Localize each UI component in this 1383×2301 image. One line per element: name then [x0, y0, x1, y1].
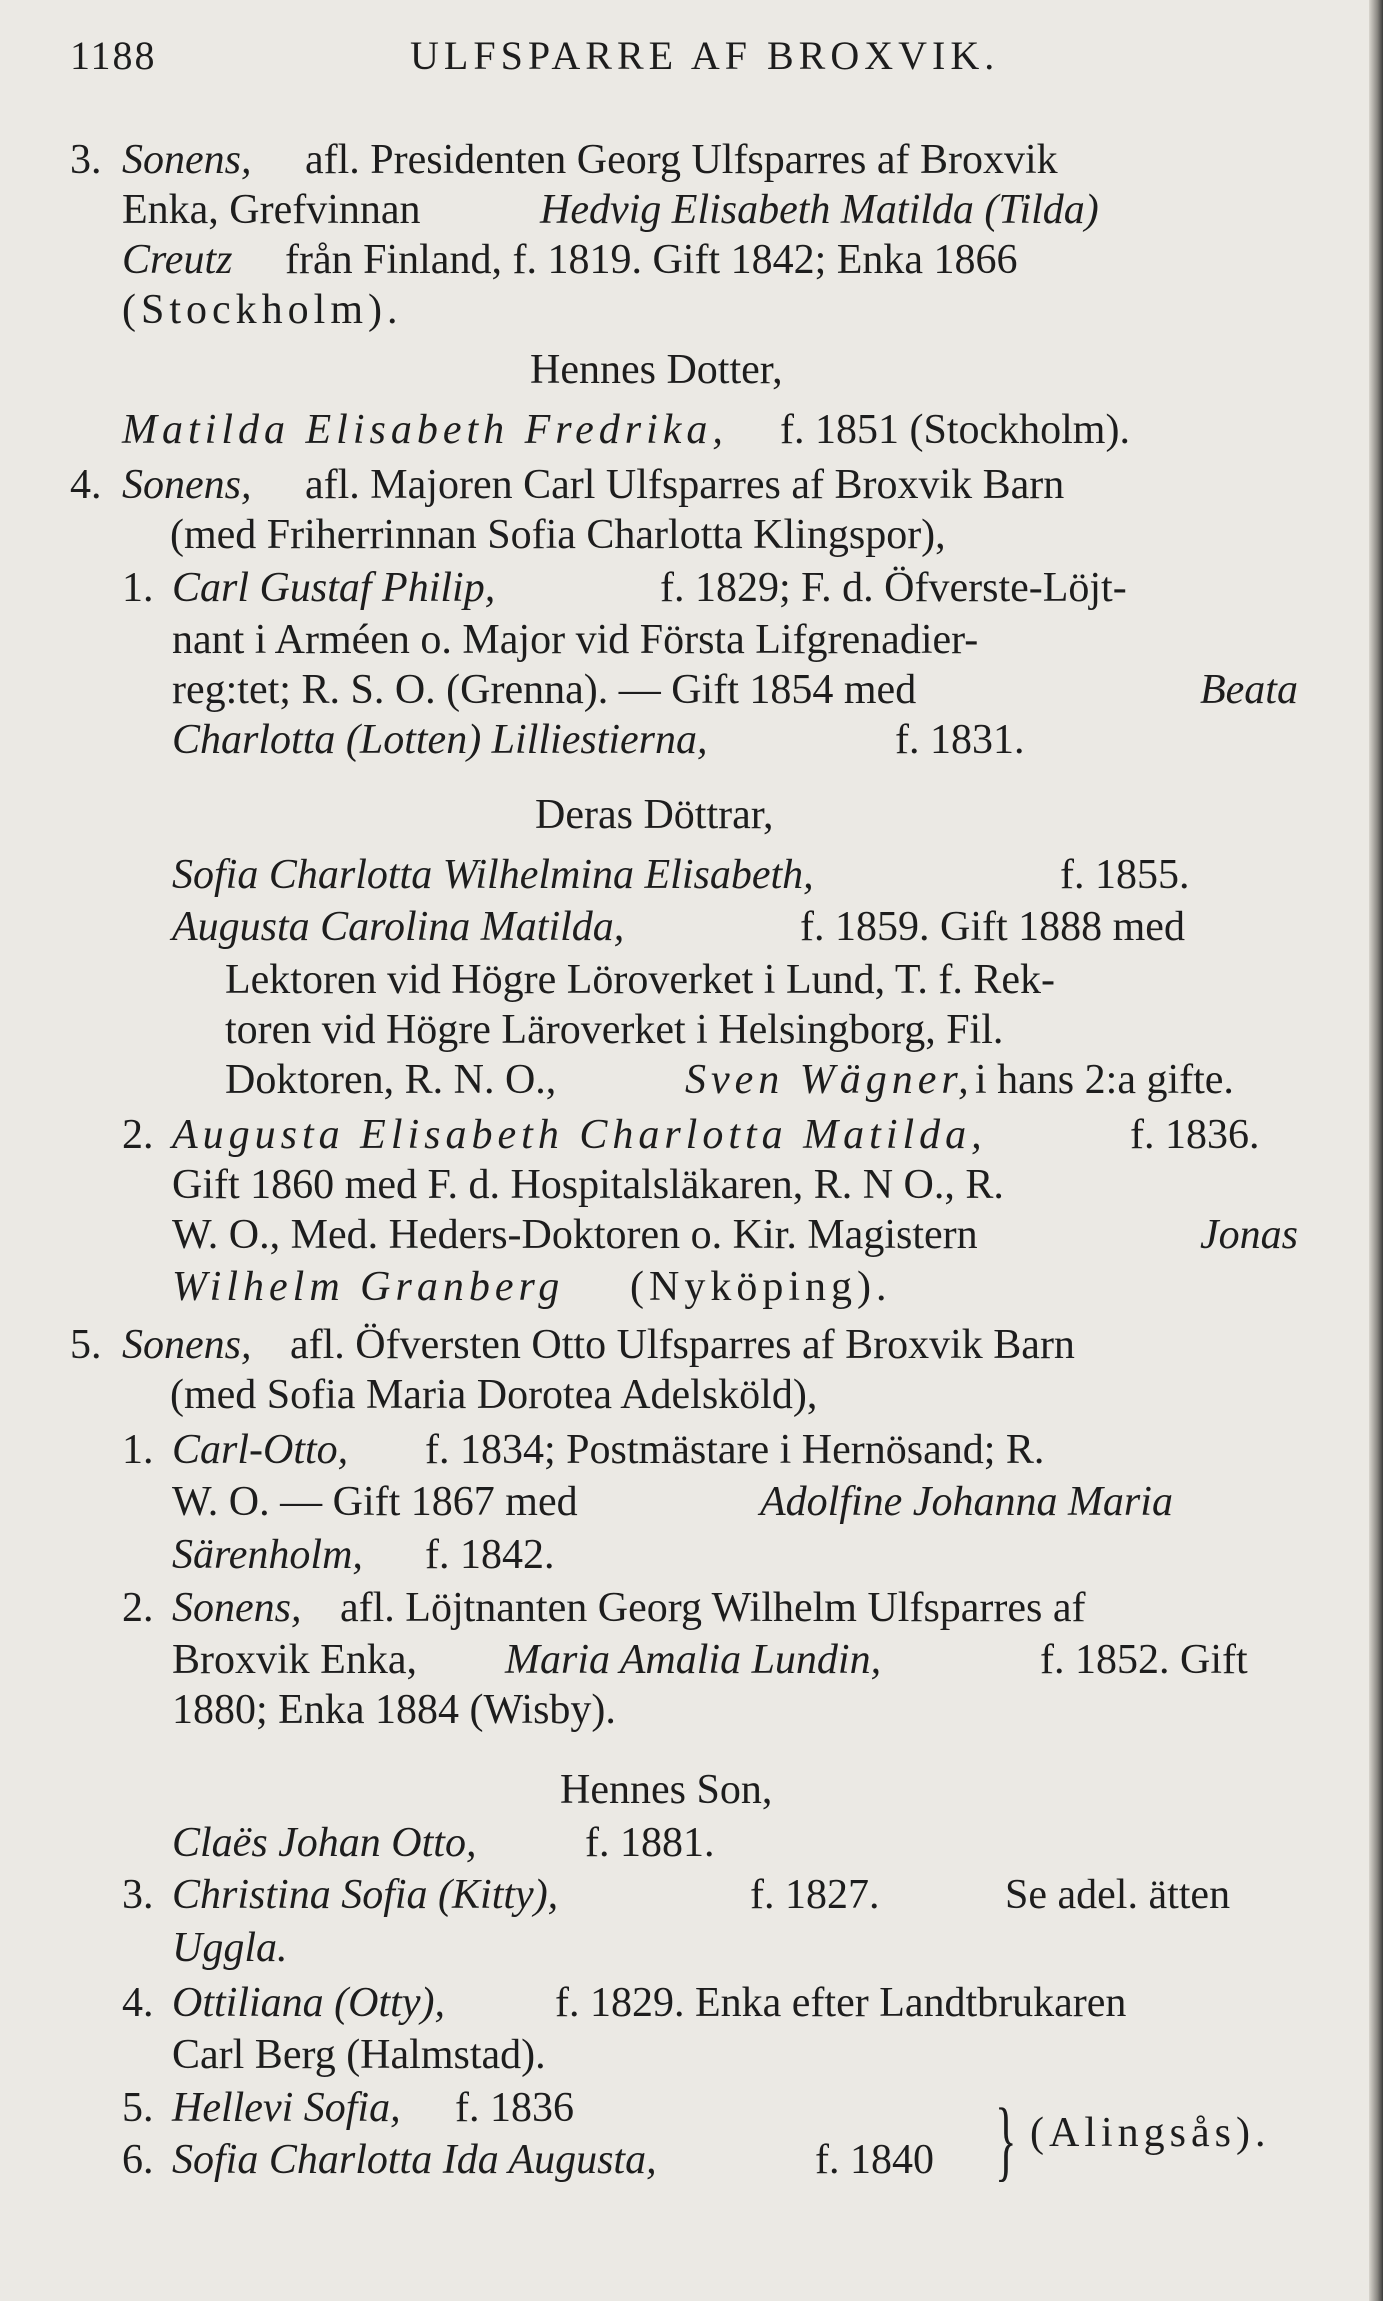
text-line: Deras Döttrar, [535, 792, 774, 838]
text-line: Wilhelm Granberg (Nyköping). [172, 1264, 892, 1310]
text-line: 2. Augusta Elisabeth Charlotta Matilda, f. 1836. [122, 1112, 1260, 1158]
text-line: Enka, Grefvinnan Hedvig Elisabeth Matilda (Tilda) [122, 187, 1099, 233]
text-line: Lektoren vid Högre Löroverket i Lund, T. f. Rek- [225, 957, 1056, 1003]
text-line: 6. Sofia Charlotta Ida Augusta, f. 1840 [122, 2137, 934, 2183]
text-line: 4. Ottiliana (Otty), f. 1829. Enka efter Landtbrukaren [122, 1980, 1127, 2026]
text-line: Claës Johan Otto, f. 1881. [172, 1820, 715, 1866]
text-line: Carl Berg (Halmstad). [172, 2032, 546, 2078]
text-line: Hennes Son, [560, 1767, 773, 1813]
text-line: W. O., Med. Heders-Doktoren o. Kir. Magistern Jonas [172, 1212, 1298, 1258]
page-number: 1188 [70, 33, 157, 78]
text-line: 5. Sonens, afl. Öfversten Otto Ulfsparres af Broxvik Barn [70, 1322, 1075, 1368]
text-line: (med Friherrinnan Sofia Charlotta Klingspor), [170, 512, 946, 558]
text-line: Doktoren, R. N. O., Sven Wägner, i hans 2:a gifte. [225, 1057, 1234, 1103]
text-line: 1. Carl Gustaf Philip, f. 1829; F. d. Öfverste-Löjt- [122, 565, 1127, 611]
text-line: 3. Sonens, afl. Presidenten Georg Ulfsparres af Broxvik [70, 137, 1058, 183]
text-line: Hennes Dotter, [530, 347, 783, 393]
text-line: W. O. — Gift 1867 med Adolfine Johanna Maria [172, 1479, 1173, 1525]
text-line: Uggla. [172, 1925, 288, 1971]
text-line: 5. Hellevi Sofia, f. 1836 [122, 2085, 574, 2131]
brace-symbol: } [995, 2091, 1017, 2190]
text-line: 4. Sonens, afl. Majoren Carl Ulfsparres af Broxvik Barn [70, 462, 1065, 508]
text-line: (Stockholm). [122, 287, 403, 333]
text-line: reg:tet; R. S. O. (Grenna). — Gift 1854 med Beata [172, 667, 1298, 713]
text-line: 3. Christina Sofia (Kitty), f. 1827. Se adel. ätten [122, 1872, 1231, 1918]
text-line: (Alingsås). [1030, 2110, 1271, 2156]
text-line: Charlotta (Lotten) Lilliestierna, f. 1831. [172, 717, 1025, 763]
text-line: 2. Sonens, afl. Löjtnanten Georg Wilhelm Ulfsparres af [122, 1585, 1086, 1631]
text-line: Augusta Carolina Matilda, f. 1859. Gift 1888 med [172, 904, 1185, 950]
text-line: Sofia Charlotta Wilhelmina Elisabeth, f. 1855. [172, 852, 1190, 898]
text-line: Gift 1860 med F. d. Hospitalsläkaren, R. N O., R. [172, 1162, 1004, 1208]
running-title: ULFSPARRE AF BROXVIK. [410, 33, 1000, 78]
text-line: nant i Arméen o. Major vid Första Lifgrenadier- [172, 617, 979, 663]
page-header [70, 32, 1310, 82]
text-line: 1880; Enka 1884 (Wisby). [172, 1687, 616, 1733]
text-line: Creutz från Finland, f. 1819. Gift 1842; Enka 1866 [122, 237, 1018, 283]
text-line: Särenholm, f. 1842. [172, 1532, 555, 1578]
text-line: toren vid Högre Läroverket i Helsingborg, Fil. [225, 1007, 1004, 1053]
text-line: (med Sofia Maria Dorotea Adelsköld), [170, 1372, 818, 1418]
text-line: 1. Carl-Otto, f. 1834; Postmästare i Hernösand; R. [122, 1427, 1045, 1473]
text-line: Matilda Elisabeth Fredrika, f. 1851 (Stockholm). [122, 407, 1130, 453]
text-line: Broxvik Enka, Maria Amalia Lundin, f. 1852. Gift [172, 1637, 1248, 1683]
